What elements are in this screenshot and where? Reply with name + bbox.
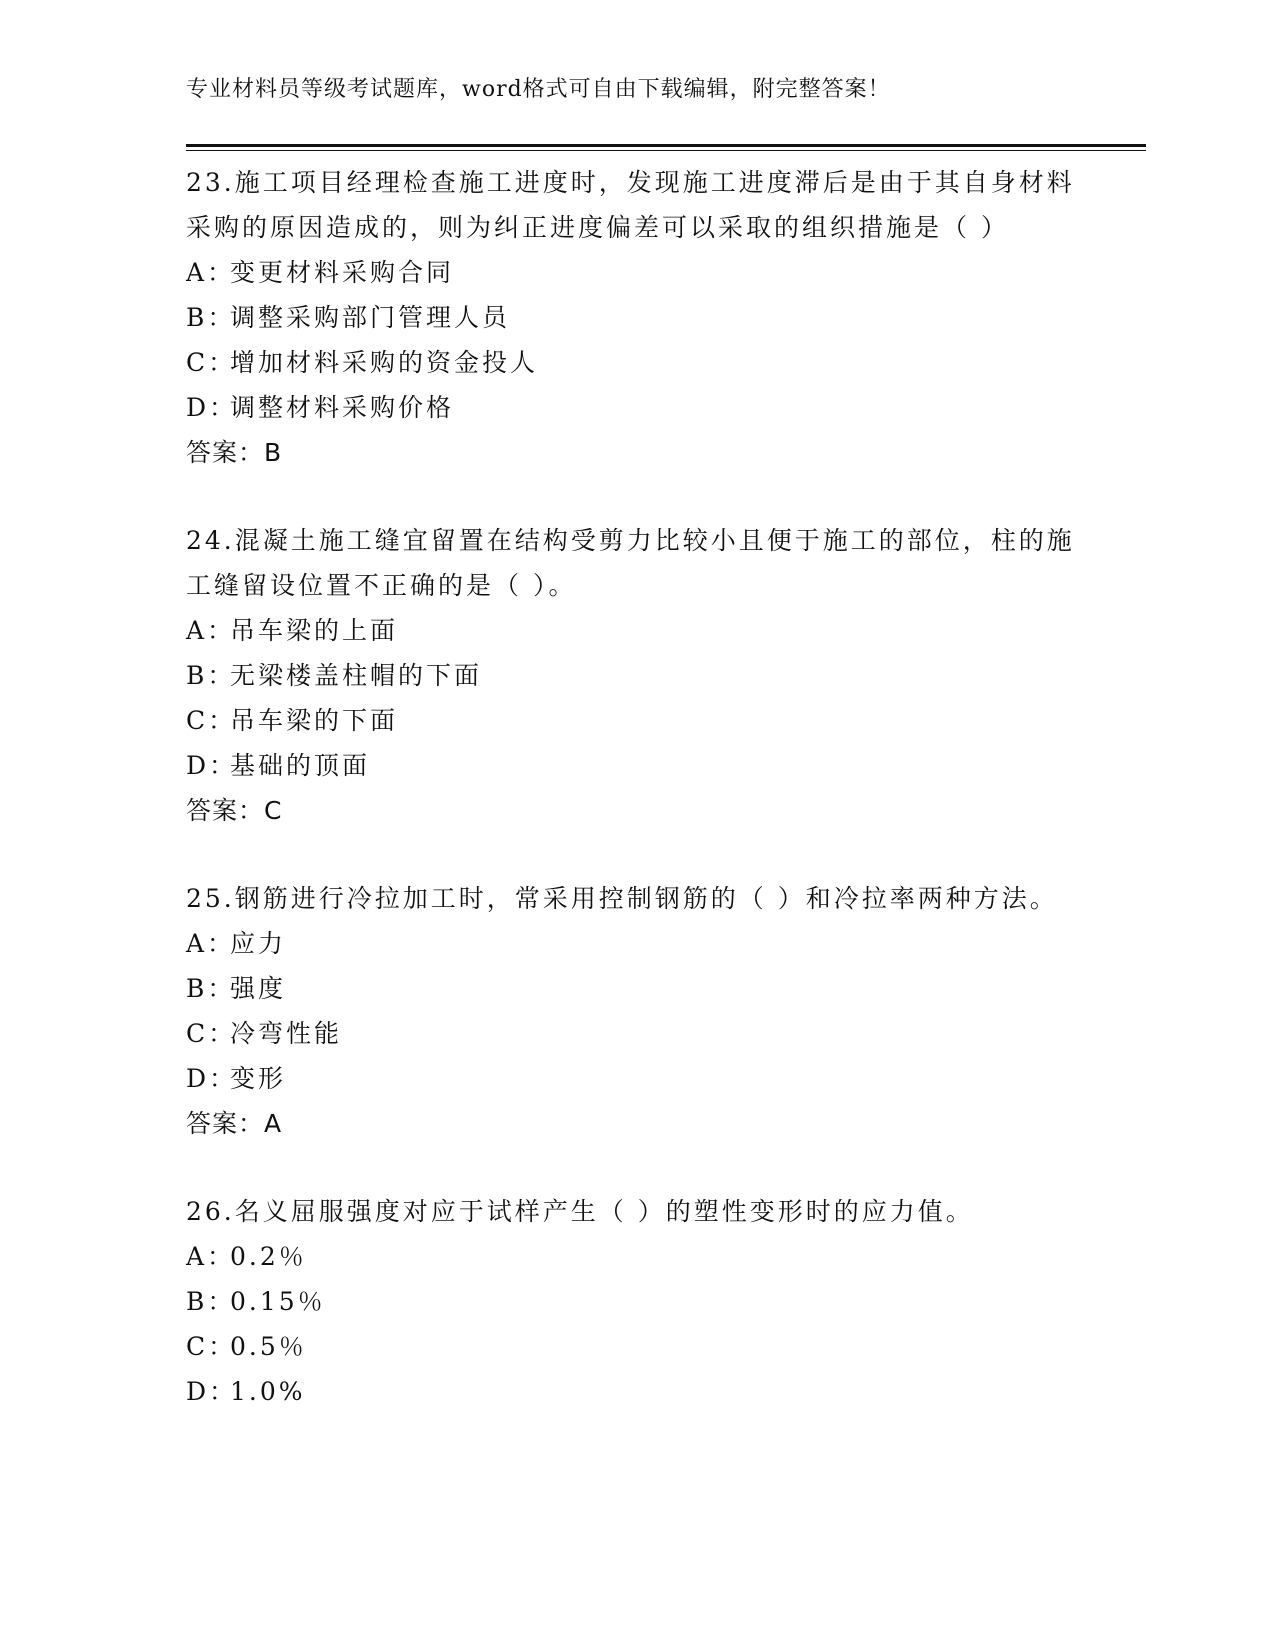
option-key: D： (186, 1064, 238, 1093)
option-b (186, 1279, 1086, 1324)
option-text: 强度 (230, 974, 287, 1003)
option-text: 0.15％ (230, 1287, 326, 1316)
option-list (186, 608, 1086, 788)
option-text: 调整采购部门管理人员 (230, 303, 511, 332)
question-23 (186, 160, 1086, 475)
option-key: A： (186, 929, 236, 958)
option-text: 吊车梁的下面 (230, 706, 399, 735)
option-key: D： (186, 751, 238, 780)
question-text: 23.施工项目经理检查施工进度时，发现施工进度滞后是由于其自身材料采购的原因造成的，则为纠正进度偏差可以采取的组织措施是（ ） (186, 168, 1075, 242)
header-rule-thick (186, 144, 1146, 147)
question-text: 24.混凝土施工缝宜留置在结构受剪力比较小且便于施工的部位，柱的施工缝留设位置不正确的是（ ）。 (186, 526, 1075, 600)
answer-line: 答案：C (186, 796, 283, 825)
option-key: D： (186, 393, 238, 422)
option-key: B： (186, 661, 236, 690)
option-c (186, 340, 1086, 385)
option-text: 无梁楼盖柱帽的下面 (230, 661, 483, 690)
option-key: C： (186, 706, 237, 735)
question-25 (186, 876, 1086, 1146)
option-text: 冷弯性能 (230, 1019, 343, 1048)
option-key: D： (186, 1377, 238, 1406)
option-text: 0.2％ (230, 1242, 307, 1271)
option-c (186, 1324, 1086, 1369)
answer-line: 答案：B (186, 438, 283, 467)
option-d (186, 1369, 1086, 1414)
option-b (186, 653, 1086, 698)
header-rule-thin (186, 150, 1146, 151)
option-a (186, 608, 1086, 653)
option-key: C： (186, 1332, 237, 1361)
question-text: 26.名义屈服强度对应于试样产生（ ）的塑性变形时的应力值。 (186, 1197, 974, 1226)
option-text: 变形 (230, 1064, 287, 1093)
option-text: 0.5％ (230, 1332, 307, 1361)
option-c (186, 698, 1086, 743)
page-header: 专业材料员等级考试题库，word格式可自由下载编辑，附完整答案！ (186, 77, 891, 102)
question-26 (186, 1189, 1086, 1414)
option-key: C： (186, 348, 237, 377)
question-24 (186, 518, 1086, 833)
option-text: 变更材料采购合同 (230, 258, 455, 287)
option-b (186, 966, 1086, 1011)
option-key: A： (186, 616, 236, 645)
option-text: 1.0% (230, 1377, 306, 1406)
option-key: B： (186, 1287, 236, 1316)
option-d (186, 385, 1086, 430)
option-d (186, 1056, 1086, 1101)
option-key: B： (186, 303, 236, 332)
option-key: A： (186, 258, 236, 287)
option-d (186, 743, 1086, 788)
option-key: C： (186, 1019, 237, 1048)
question-text: 25.钢筋进行冷拉加工时，常采用控制钢筋的（ ）和冷拉率两种方法。 (186, 884, 1058, 913)
option-list (186, 1234, 1086, 1414)
option-key: A： (186, 1242, 236, 1271)
option-b (186, 295, 1086, 340)
option-a (186, 250, 1086, 295)
option-text: 调整材料采购价格 (230, 393, 455, 422)
option-list (186, 921, 1086, 1101)
option-text: 吊车梁的上面 (230, 616, 399, 645)
option-text: 增加材料采购的资金投人 (230, 348, 539, 377)
option-key: B： (186, 974, 236, 1003)
answer-line: 答案：A (186, 1109, 283, 1138)
option-text: 基础的顶面 (230, 751, 371, 780)
option-text: 应力 (230, 929, 287, 958)
option-c (186, 1011, 1086, 1056)
option-a (186, 921, 1086, 966)
option-a (186, 1234, 1086, 1279)
option-list (186, 250, 1086, 430)
question-list (186, 160, 1086, 1457)
